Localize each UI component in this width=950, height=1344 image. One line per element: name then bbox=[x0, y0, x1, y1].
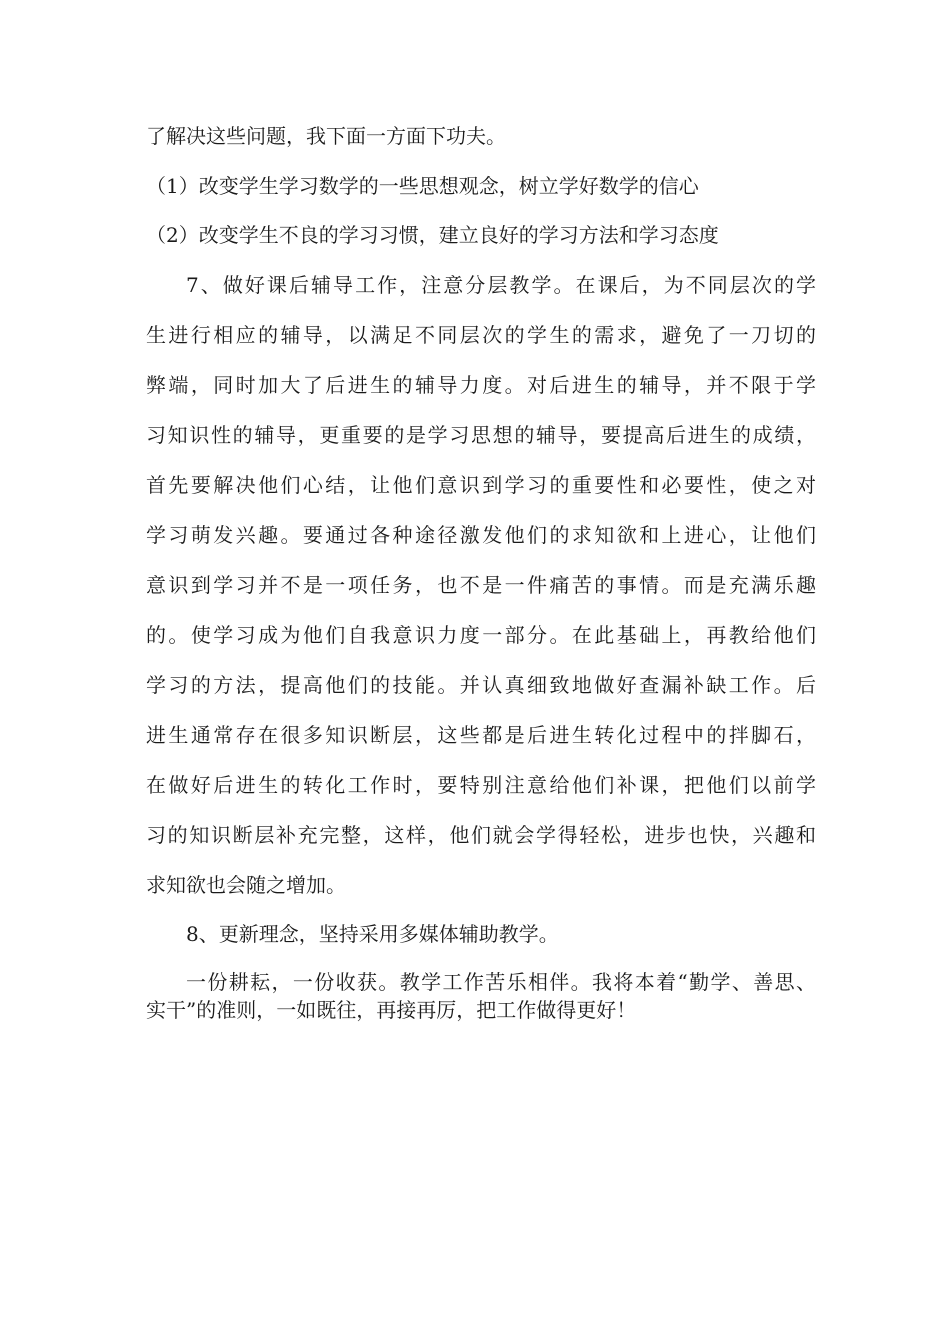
text-line: 了解决这些问题，我下面一方面下功夫。 bbox=[146, 124, 506, 148]
paragraph-7-line: 求知欲也会随之增加。 bbox=[146, 873, 346, 897]
list-item-1: （1）改变学生学习数学的一些思想观念，树立学好数学的信心 bbox=[146, 174, 699, 198]
paragraph-7-line: 意识到学习并不是一项任务，也不是一件痛苦的事情。而是充满乐趣 bbox=[146, 573, 816, 597]
paragraph-7-line: 弊端，同时加大了后进生的辅导力度。对后进生的辅导，并不限于学 bbox=[146, 373, 816, 397]
paragraph-7-line: 习的知识断层补充完整，这样，他们就会学得轻松，进步也快，兴趣和 bbox=[146, 823, 816, 847]
list-item-2: （2）改变学生不良的学习习惯，建立良好的学习方法和学习态度 bbox=[146, 223, 719, 247]
paragraph-7-line: 生进行相应的辅导，以满足不同层次的学生的需求，避免了一刀切的 bbox=[146, 323, 816, 347]
paragraph-7-line: 学习的方法，提高他们的技能。并认真细致地做好查漏补缺工作。后 bbox=[146, 673, 816, 697]
paragraph-7-line: 首先要解决他们心结，让他们意识到学习的重要性和必要性，使之对 bbox=[146, 473, 816, 497]
paragraph-7-line: 习知识性的辅导，更重要的是学习思想的辅导，要提高后进生的成绩， bbox=[146, 423, 816, 447]
paragraph-7-line: 7、做好课后辅导工作，注意分层教学。在课后，为不同层次的学 bbox=[186, 273, 816, 297]
paragraph-7-line: 进生通常存在很多知识断层，这些都是后进生转化过程中的拌脚石， bbox=[146, 723, 816, 747]
paragraph-7-line: 学习萌发兴趣。要通过各种途径激发他们的求知欲和上进心，让他们 bbox=[146, 523, 816, 547]
closing-paragraph-line: 实干”的准则，一如既往，再接再厉，把工作做得更好！ bbox=[146, 998, 637, 1022]
paragraph-7-line: 的。使学习成为他们自我意识力度一部分。在此基础上，再教给他们 bbox=[146, 623, 816, 647]
paragraph-7-line: 在做好后进生的转化工作时，要特别注意给他们补课，把他们以前学 bbox=[146, 773, 816, 797]
closing-paragraph-line: 一份耕耘，一份收获。教学工作苦乐相伴。我将本着“勤学、善思、 bbox=[186, 970, 816, 994]
paragraph-8: 8、更新理念，坚持采用多媒体辅助教学。 bbox=[186, 922, 559, 946]
